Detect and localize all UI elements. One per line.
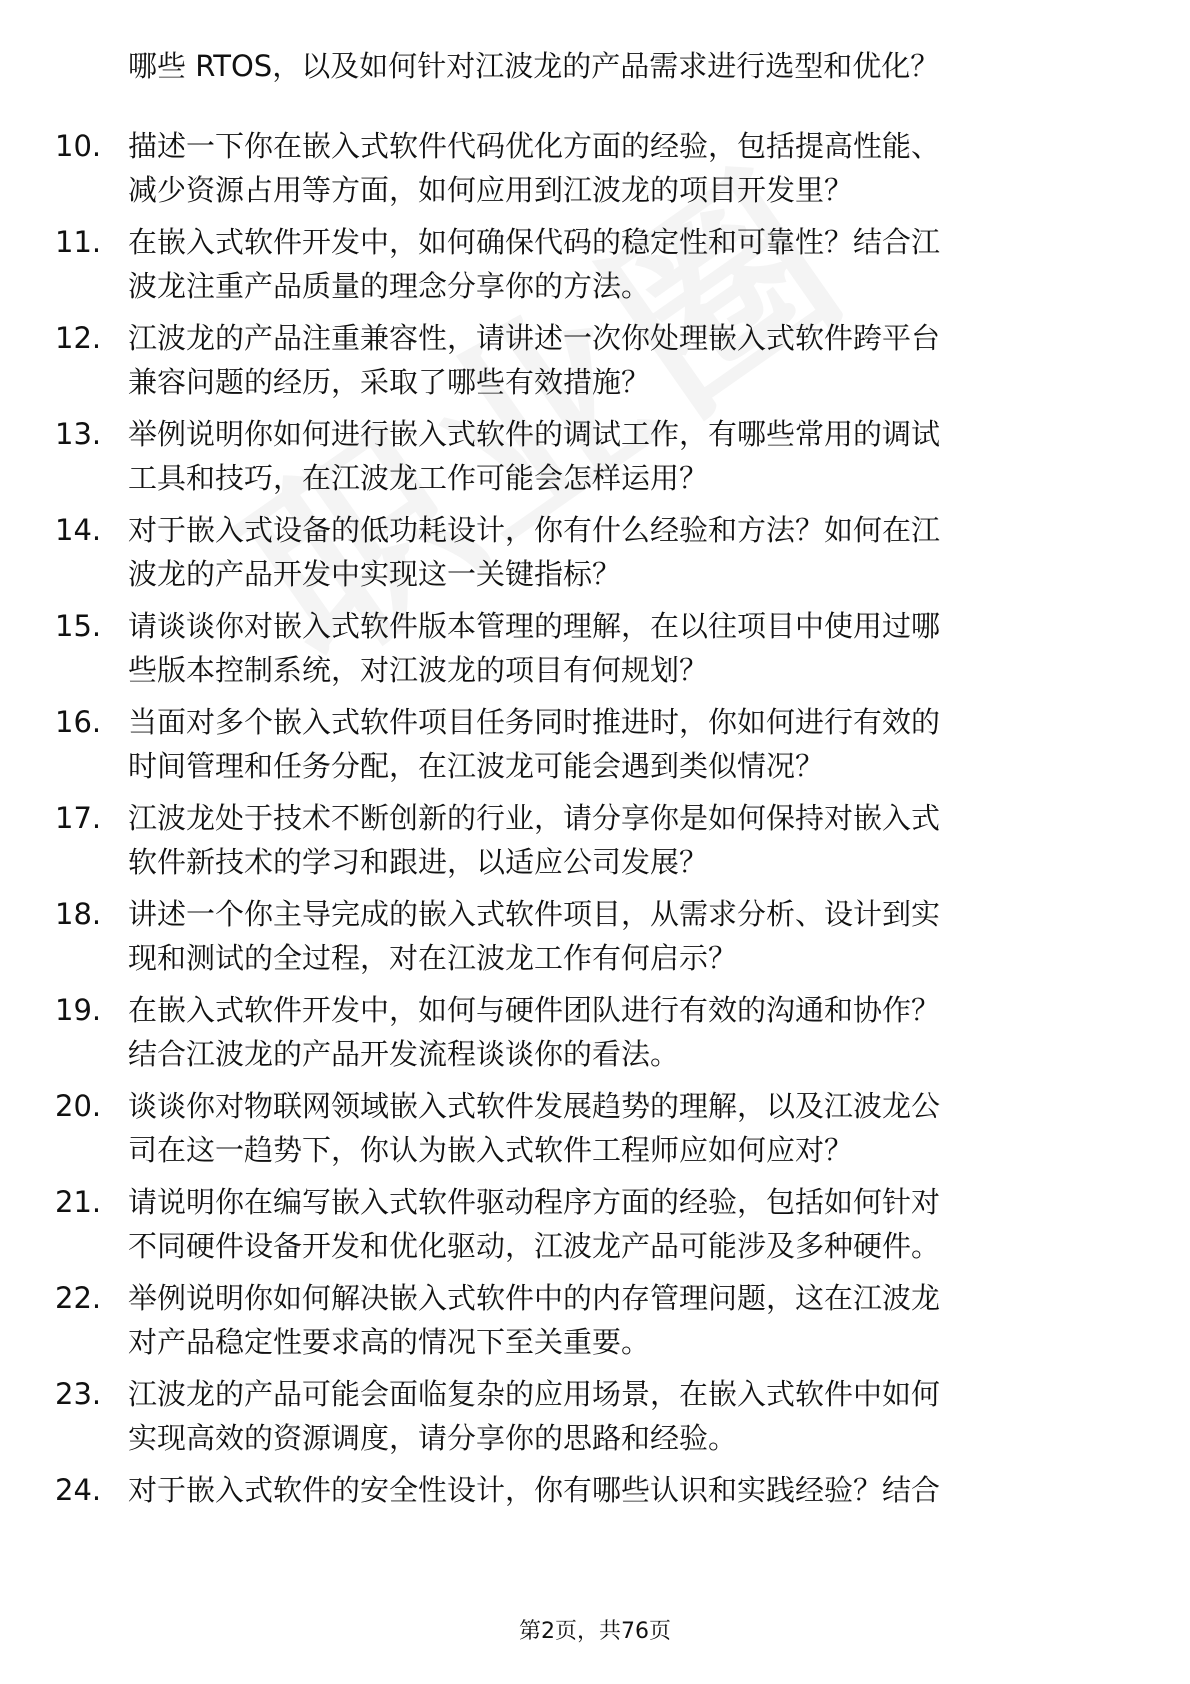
question-number: 13. <box>55 417 102 451</box>
question-number: 12. <box>55 321 102 355</box>
question-number: 14. <box>55 513 102 547</box>
question-item <box>55 220 1125 308</box>
question-item <box>55 1468 1125 1512</box>
question-number: 10. <box>55 129 102 163</box>
question-item <box>55 412 1125 500</box>
question-text-line: 举例说明你如何解决嵌入式软件中的内存管理问题，这在江波龙 <box>128 1281 941 1315</box>
question-number: 20. <box>55 1089 102 1123</box>
question-number: 24. <box>55 1473 102 1507</box>
question-text <box>128 508 1125 596</box>
question-number: 15. <box>55 609 102 643</box>
question-text-line: 对于嵌入式软件的安全性设计，你有哪些认识和实践经验？结合 <box>128 1473 941 1507</box>
question-item <box>55 1276 1125 1364</box>
question-text <box>128 1276 1125 1364</box>
question-text <box>128 124 1125 212</box>
question-text <box>128 1084 1125 1172</box>
question-text <box>128 316 1125 404</box>
page-footer: 第2页，共76页 <box>519 1619 671 1644</box>
question-text-line: 江波龙的产品可能会面临复杂的应用场景，在嵌入式软件中如何 <box>128 1377 941 1411</box>
question-text <box>128 220 1125 308</box>
question-text <box>128 700 1125 788</box>
question-text-line: 兼容问题的经历，采取了哪些有效措施？ <box>128 365 651 399</box>
question-text <box>128 796 1125 884</box>
question-text-line: 对产品稳定性要求高的情况下至关重要。 <box>128 1325 651 1359</box>
question-number: 19. <box>55 993 102 1027</box>
question-text-line: 举例说明你如何进行嵌入式软件的调试工作，有哪些常用的调试 <box>128 417 941 451</box>
question-text-line: 现和测试的全过程，对在江波龙工作有何启示？ <box>128 941 738 975</box>
question-text <box>128 604 1125 692</box>
question-text-line: 波龙的产品开发中实现这一关键指标？ <box>128 557 622 591</box>
question-text-line: 对于嵌入式设备的低功耗设计，你有什么经验和方法？如何在江 <box>128 513 941 547</box>
question-text-line: 请说明你在编写嵌入式软件驱动程序方面的经验，包括如何针对 <box>128 1185 941 1219</box>
question-item <box>55 316 1125 404</box>
question-text-line: 江波龙处于技术不断创新的行业，请分享你是如何保持对嵌入式 <box>128 801 941 835</box>
question-text-line: 些版本控制系统，对江波龙的项目有何规划？ <box>128 653 709 687</box>
question-text-line: 时间管理和任务分配，在江波龙可能会遇到类似情况？ <box>128 749 825 783</box>
question-text <box>128 1372 1125 1460</box>
question-list <box>55 44 1125 1520</box>
question-text-line: 结合江波龙的产品开发流程谈谈你的看法。 <box>128 1037 680 1071</box>
question-text-line: 实现高效的资源调度，请分享你的思路和经验。 <box>128 1421 738 1455</box>
question-text-line: 司在这一趋势下，你认为嵌入式软件工程师应如何应对？ <box>128 1133 854 1167</box>
question-text-line: 江波龙的产品注重兼容性，请讲述一次你处理嵌入式软件跨平台 <box>128 321 941 355</box>
question-item <box>55 1180 1125 1268</box>
question-text-line: 波龙注重产品质量的理念分享你的方法。 <box>128 269 651 303</box>
question-number: 21. <box>55 1185 102 1219</box>
question-number: 18. <box>55 897 102 931</box>
question-text-line: 请谈谈你对嵌入式软件版本管理的理解，在以往项目中使用过哪 <box>128 609 941 643</box>
question-number: 11. <box>55 225 102 259</box>
questions-container <box>55 124 1125 1512</box>
question-text-line: 描述一下你在嵌入式软件代码优化方面的经验，包括提高性能、 <box>128 129 941 163</box>
continuation-line: 哪些 RTOS，以及如何针对江波龙的产品需求进行选型和优化？ <box>128 49 940 83</box>
question-item <box>55 700 1125 788</box>
question-item <box>55 796 1125 884</box>
question-item <box>55 1372 1125 1460</box>
question-item <box>55 508 1125 596</box>
question-text-line: 工具和技巧，在江波龙工作可能会怎样运用？ <box>128 461 709 495</box>
question-item <box>55 1084 1125 1172</box>
question-text-line: 在嵌入式软件开发中，如何确保代码的稳定性和可靠性？结合江 <box>128 225 941 259</box>
question-item <box>55 124 1125 212</box>
question-text-line: 减少资源占用等方面，如何应用到江波龙的项目开发里？ <box>128 173 854 207</box>
question-item <box>55 892 1125 980</box>
question-text-line: 不同硬件设备开发和优化驱动，江波龙产品可能涉及多种硬件。 <box>128 1229 941 1263</box>
question-text <box>128 892 1125 980</box>
question-text-line: 谈谈你对物联网领域嵌入式软件发展趋势的理解，以及江波龙公 <box>128 1089 941 1123</box>
question-text-line: 软件新技术的学习和跟进，以适应公司发展？ <box>128 845 709 879</box>
question-number: 22. <box>55 1281 102 1315</box>
question-item <box>55 604 1125 692</box>
question-text <box>128 988 1125 1076</box>
question-text-line: 在嵌入式软件开发中，如何与硬件团队进行有效的沟通和协作？ <box>128 993 941 1027</box>
question-text <box>128 1180 1125 1268</box>
question-text-line: 当面对多个嵌入式软件项目任务同时推进时，你如何进行有效的 <box>128 705 941 739</box>
question-number: 16. <box>55 705 102 739</box>
question-text <box>128 1468 1125 1512</box>
question-item <box>55 988 1125 1076</box>
question-text-line: 讲述一个你主导完成的嵌入式软件项目，从需求分析、设计到实 <box>128 897 941 931</box>
question-number: 17. <box>55 801 102 835</box>
question-number: 23. <box>55 1377 102 1411</box>
question-text <box>128 412 1125 500</box>
